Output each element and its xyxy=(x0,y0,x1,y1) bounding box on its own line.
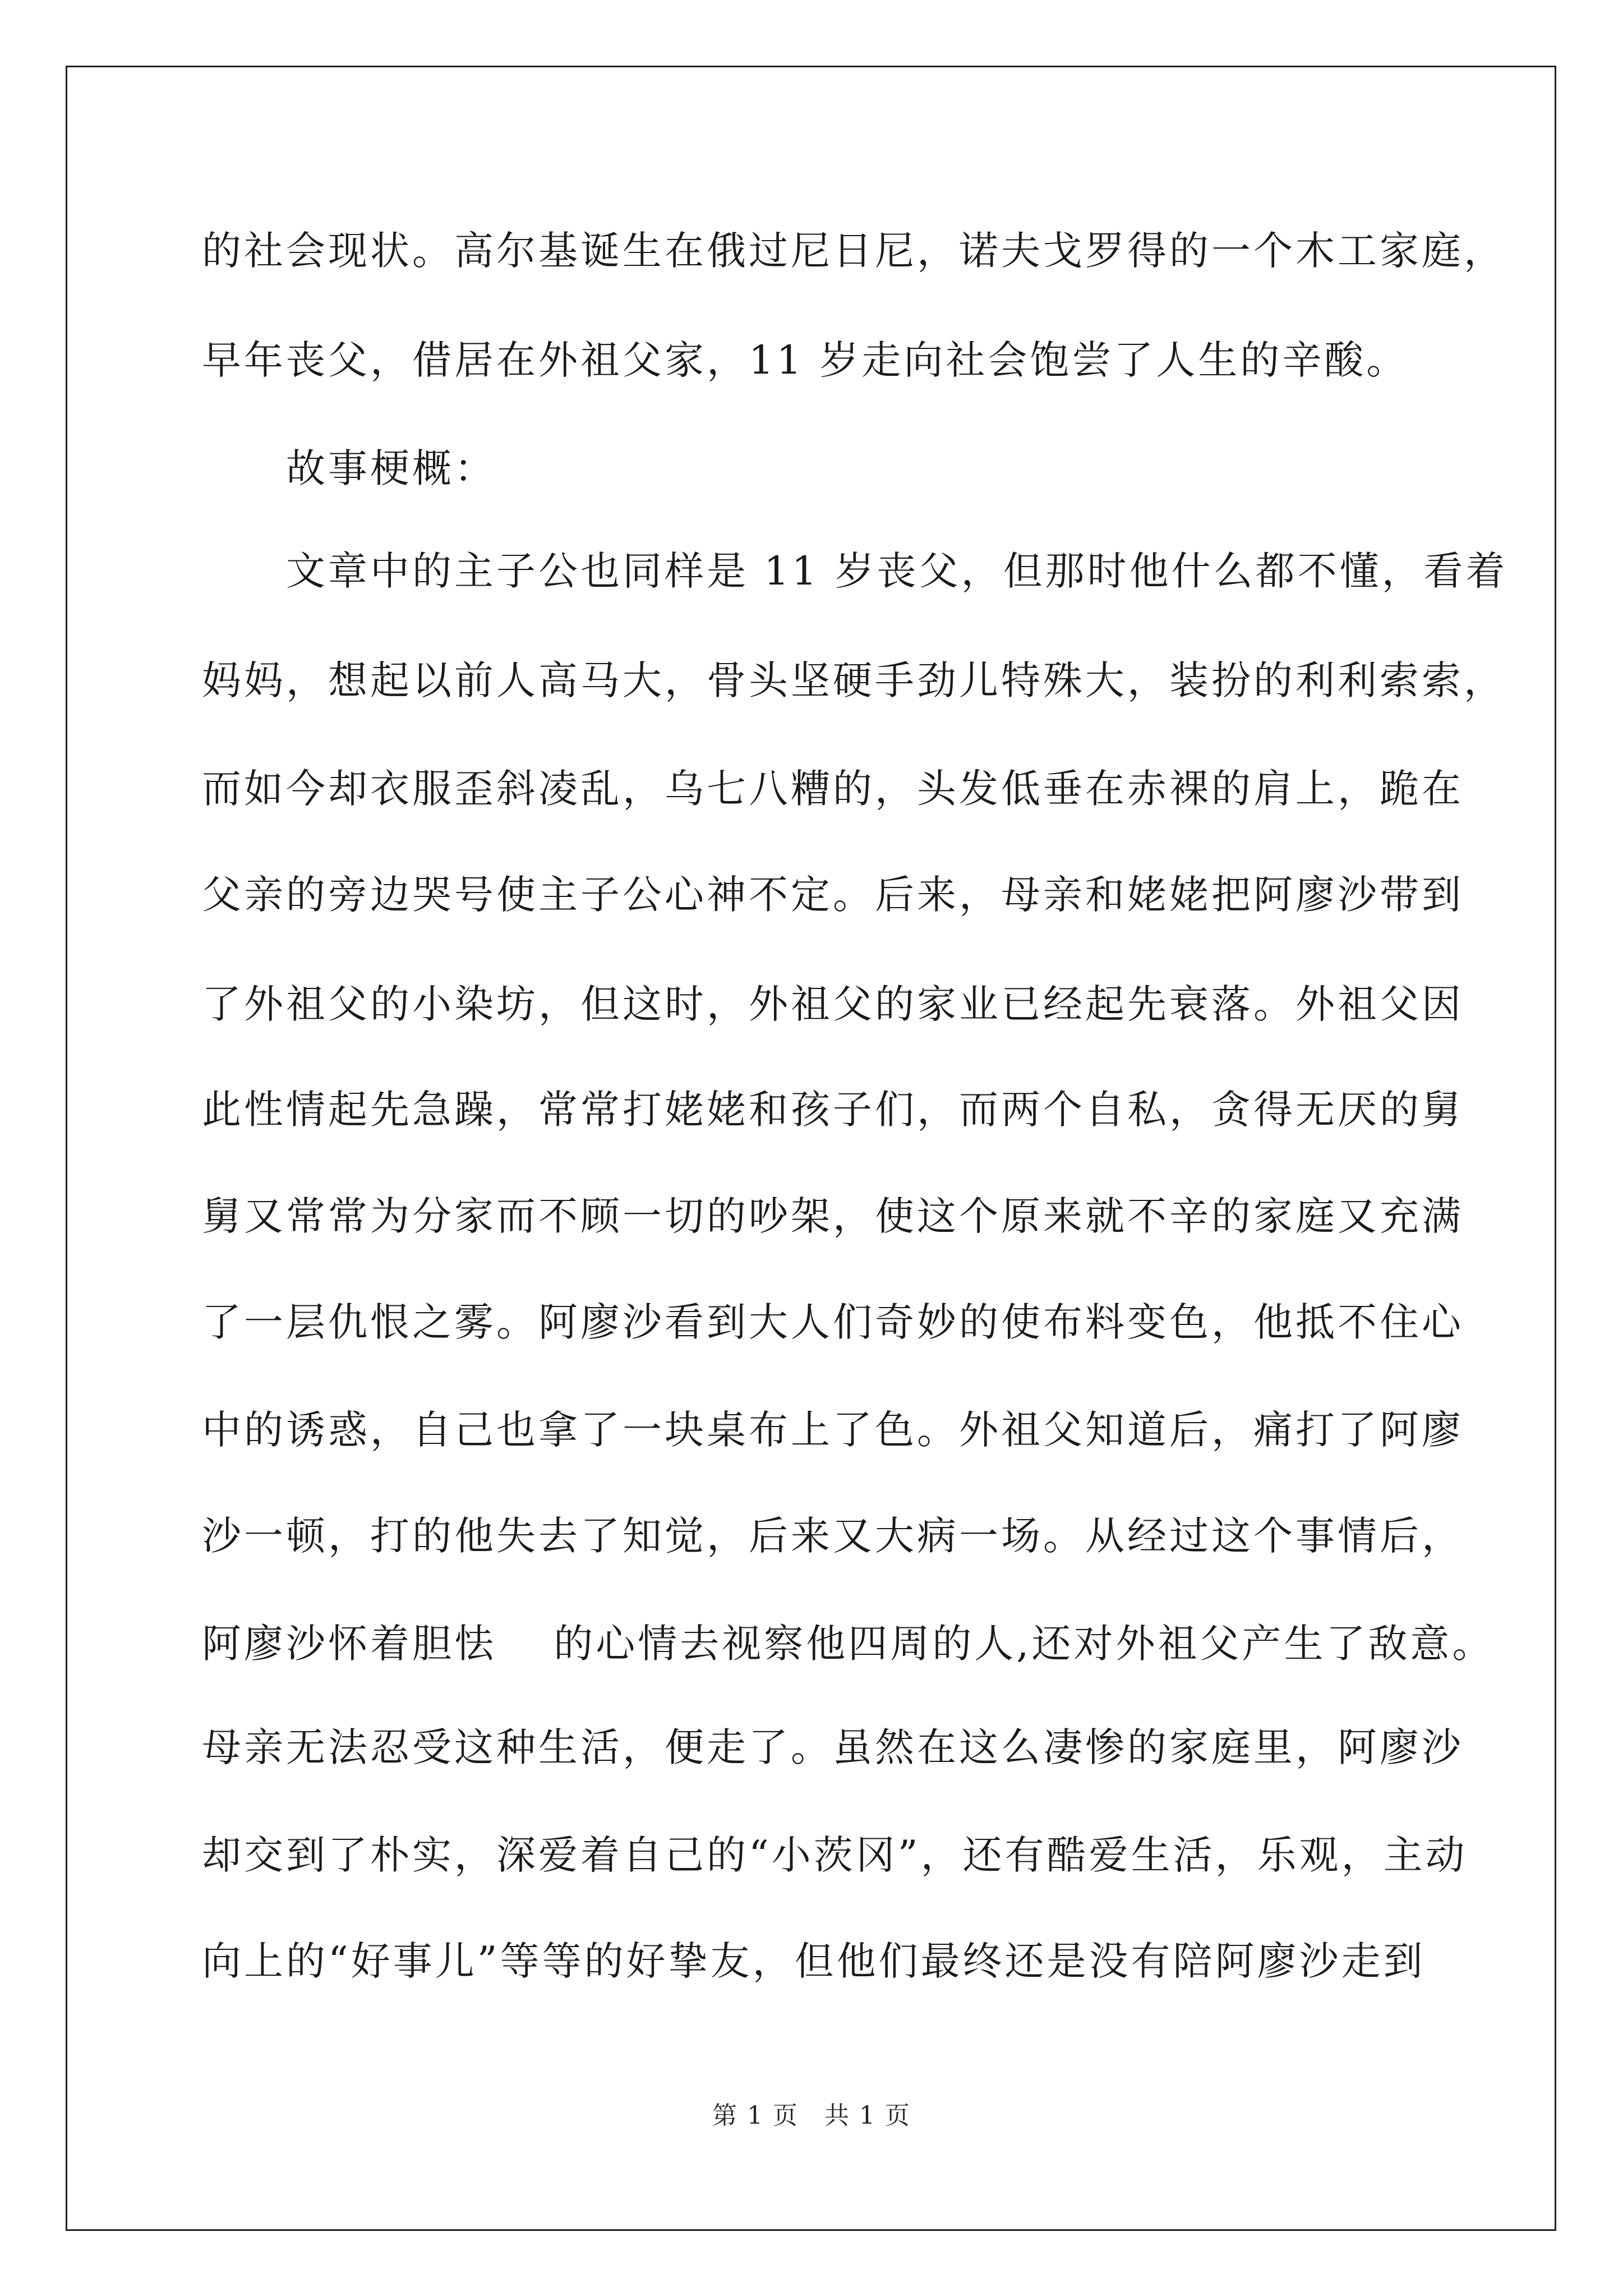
text-line: 了一层仇恨之雾。阿廖沙看到大人们奇妙的使布料变色，他抵不住心 xyxy=(202,1299,1464,1345)
text-line: 父亲的旁边哭号使主子公心神不定。后来，母亲和姥姥把阿廖沙带到 xyxy=(202,872,1464,918)
text-line: 沙一顿，打的他失去了知觉，后来又大病一场。从经过这个事情后， xyxy=(202,1513,1464,1559)
text-line: 早年丧父，借居在外祖父家，11 岁走向社会饱尝了人生的辛酸。 xyxy=(202,337,1409,383)
text-line: 了外祖父的小染坊，但这时，外祖父的家业已经起先衰落。外祖父因 xyxy=(202,981,1464,1027)
text-line: 的社会现状。高尔基诞生在俄过尼日尼，诺夫戈罗得的一个木工家庭， xyxy=(202,228,1506,274)
text-line: 却交到了朴实，深爱着自己的“小茨冈”，还有酷爱生活，乐观，主动 xyxy=(202,1832,1468,1878)
text-line: 向上的“好事儿”等等的好挚友，但他们最终还是没有陪阿廖沙走到 xyxy=(202,1938,1426,1984)
text-line: 妈妈，想起以前人高马大，骨头坚硬手劲儿特殊大，装扮的利利索索， xyxy=(202,657,1506,703)
text-line: 文章中的主子公也同样是 11 岁丧父，但那时他什么都不懂，看着 xyxy=(286,548,1508,594)
text-line: 而如今却衣服歪斜凌乱，乌七八糟的，头发低垂在赤裸的肩上，跪在 xyxy=(202,766,1464,812)
text-line: 母亲无法忍受这种生活，便走了。虽然在这么凄惨的家庭里，阿廖沙 xyxy=(202,1724,1464,1770)
text-line: 中的诱惑，自己也拿了一块桌布上了色。外祖父知道后，痛打了阿廖 xyxy=(202,1407,1464,1453)
page-border xyxy=(66,66,1556,2231)
text-line: 阿廖沙怀着胆怯 的心情去视察他四周的人,还对外祖父产生了敌意。 xyxy=(202,1621,1495,1667)
text-line: 舅又常常为分家而不顾一切的吵架，使这个原来就不辛的家庭又充满 xyxy=(202,1193,1464,1239)
section-heading: 故事梗概： xyxy=(286,445,496,491)
text-line: 此性情起先急躁，常常打姥姥和孩子们，而两个自私，贪得无厌的舅 xyxy=(202,1087,1464,1133)
page-number-footer: 第 1 页 共 1 页 xyxy=(712,2101,911,2130)
